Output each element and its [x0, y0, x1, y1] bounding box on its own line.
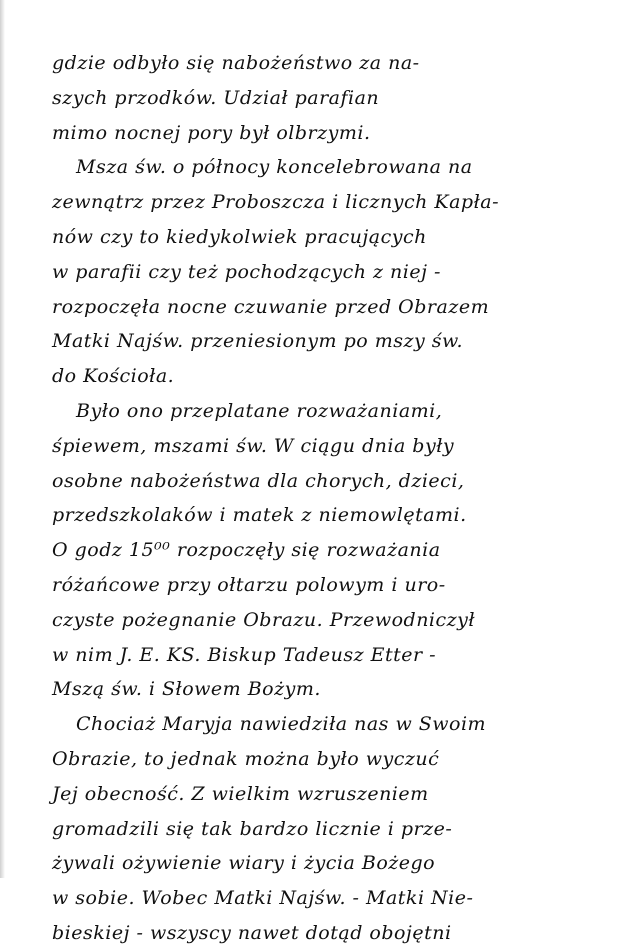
- text-line: nów czy to kiedykolwiek pracujących: [52, 225, 427, 248]
- text-line: żywali ożywienie wiary i życia Bożego: [52, 852, 436, 875]
- text-line: Obrazie, to jednak można było wyczuć: [52, 747, 440, 770]
- text-line: Jej obecność. Z wielkim wzruszeniem: [52, 782, 429, 805]
- text-line: w sobie. Wobec Matki Najśw. - Matki Nie-: [52, 887, 474, 910]
- text-line: śpiewem, mszami św. W ciągu dnia były: [52, 434, 455, 457]
- text-line: czyste pożegnanie Obrazu. Przewodniczył: [52, 608, 476, 631]
- text-line: do Kościoła.: [52, 365, 175, 388]
- handwritten-text-block: [52, 46, 592, 951]
- page-edge-shadow: [0, 0, 5, 878]
- text-line: Mszą św. i Słowem Bożym.: [52, 678, 321, 701]
- text-line: osobne nabożeństwa dla chorych, dzieci,: [52, 469, 465, 492]
- text-line: szych przodków. Udział parafian: [52, 86, 380, 109]
- text-line: gdzie odbyło się nabożeństwo za na-: [52, 52, 420, 74]
- text-line: Chociaż Maryja nawiedziła nas w Swoim: [76, 713, 487, 736]
- text-line: zewnątrz przez Proboszcza i licznych Kapła-: [52, 191, 499, 214]
- text-line: bieskiej - wszyscy nawet dotąd obojętni: [52, 921, 452, 944]
- text-line: w nim J. E. KS. Biskup Tadeusz Etter -: [52, 643, 437, 666]
- text-line: mimo nocnej pory był olbrzymi.: [52, 121, 371, 144]
- text-line: rozpoczęła nocne czuwanie przed Obrazem: [52, 295, 490, 318]
- text-line: O godz 15⁰⁰ rozpoczęły się rozważania: [52, 539, 441, 562]
- text-line: różańcowe przy ołtarzu polowym i uro-: [52, 573, 446, 596]
- text-line: Było ono przeplatane rozważaniami,: [76, 399, 443, 422]
- text-line: przedszkolaków i matek z niemowlętami.: [52, 504, 467, 527]
- text-line: Matki Najśw. przeniesionym po mszy św.: [52, 330, 464, 353]
- text-line: w parafii czy też pochodzących z niej -: [52, 260, 441, 283]
- text-line: Msza św. o północy koncelebrowana na: [76, 156, 473, 179]
- text-line: gromadzili się tak bardzo licznie i prze-: [52, 817, 453, 840]
